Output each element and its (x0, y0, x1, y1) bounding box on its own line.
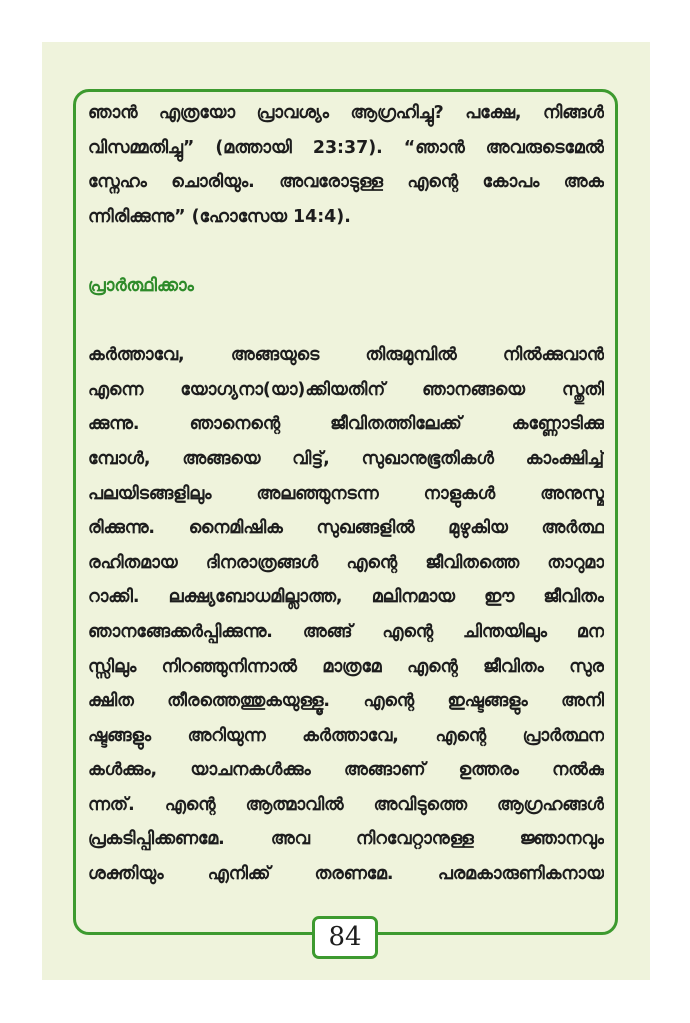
page-number: 84 (312, 916, 378, 959)
prayer-line: കർത്താവേ, അങ്ങയുടെ തിരുമുമ്പിൽ നിൽക്കുവാൻ (88, 345, 604, 366)
prayer-line: ഞാനങ്ങേക്കർപ്പിക്കുന്നു. അങ്ങ് എന്റെ ചിന്തയിലും മന (88, 621, 604, 642)
prayer-line: ഷ്ടങ്ങളും അറിയുന്ന കർത്താവേ, എന്റെ പ്രാർത്ഥന (88, 725, 604, 746)
prayer-line: ക്ഷിത തീരത്തെത്തുകയുള്ളൂ. എന്റെ ഇഷ്ടങ്ങളും അനി (88, 691, 604, 712)
prayer-line: രിക്കുന്നു. നൈമിഷിക സുഖങ്ങളിൽ മുഴുകിയ അർത്ഥ (88, 518, 604, 539)
quote-line: ന്നിരിക്കുന്നു” (ഹോസേയ 14:4). (88, 206, 351, 227)
quote-line: ഞാൻ എത്രയോ പ്രാവശ്യം ആഗ്രഹിച്ചു? പക്ഷേ, നിങ്ങൾ (88, 103, 604, 123)
prayer-line: മ്പോൾ, അങ്ങയെ വിട്ട്, സുഖാനുഭൂതികൾ കാംക്ഷിച്ച് (88, 448, 604, 469)
prayer-line: എന്നെ യോഗ്യനാ(യാ)ക്കിയതിന് ഞാനങ്ങയെ സ്തുതി (88, 379, 604, 400)
section-heading: പ്രാർത്ഥിക്കാം (88, 275, 194, 296)
prayer-line: ശക്തിയും എനിക്ക് തരണമേ. പരമകാരുണികനായ (88, 864, 604, 885)
prayer-line: പ്രകടിപ്പിക്കണമേ. അവ നിറവേറ്റാനുള്ള ജ്ഞാനവും (88, 829, 604, 850)
body-text (88, 96, 604, 892)
prayer-line: ന്നത്. എന്റെ ആത്മാവിൽ അവിടുത്തെ ആഗ്രഹങ്ങൾ (88, 794, 604, 815)
spacer (88, 304, 604, 339)
quote-line: സ്നേഹം ചൊരിയും. അവരോടുള്ള എന്റെ കോപം അക (88, 172, 604, 193)
prayer-line: സ്സിലും നിറഞ്ഞുനിന്നാൽ മാത്രമേ എന്റെ ജീവിതം സുര (88, 656, 604, 677)
prayer-line: റാക്കി. ലക്ഷ്യബോധമില്ലാത്ത, മലിനമായ ഈ ജീവിതം (88, 587, 604, 608)
prayer-line: കൾക്കും, യാചനകൾക്കും അങ്ങാണ് ഉത്തരം നൽകു (88, 760, 604, 781)
prayer-line: ക്കുന്നു. ഞാനെന്റെ ജീവിതത്തിലേക്ക് കണ്ണോടിക്കു (88, 414, 604, 435)
quote-line: വിസമ്മതിച്ചു” (മത്തായി 23:37). “ഞാൻ അവരുടെമേൽ (88, 137, 604, 158)
prayer-line: പലയിടങ്ങളിലും അലഞ്ഞുനടന്ന നാളുകൾ അനുസ്മ (88, 483, 604, 504)
spacer (88, 234, 604, 269)
prayer-line: രഹിതമായ ദിനരാത്രങ്ങൾ എന്റെ ജീവിതത്തെ താറുമാ (88, 552, 604, 573)
